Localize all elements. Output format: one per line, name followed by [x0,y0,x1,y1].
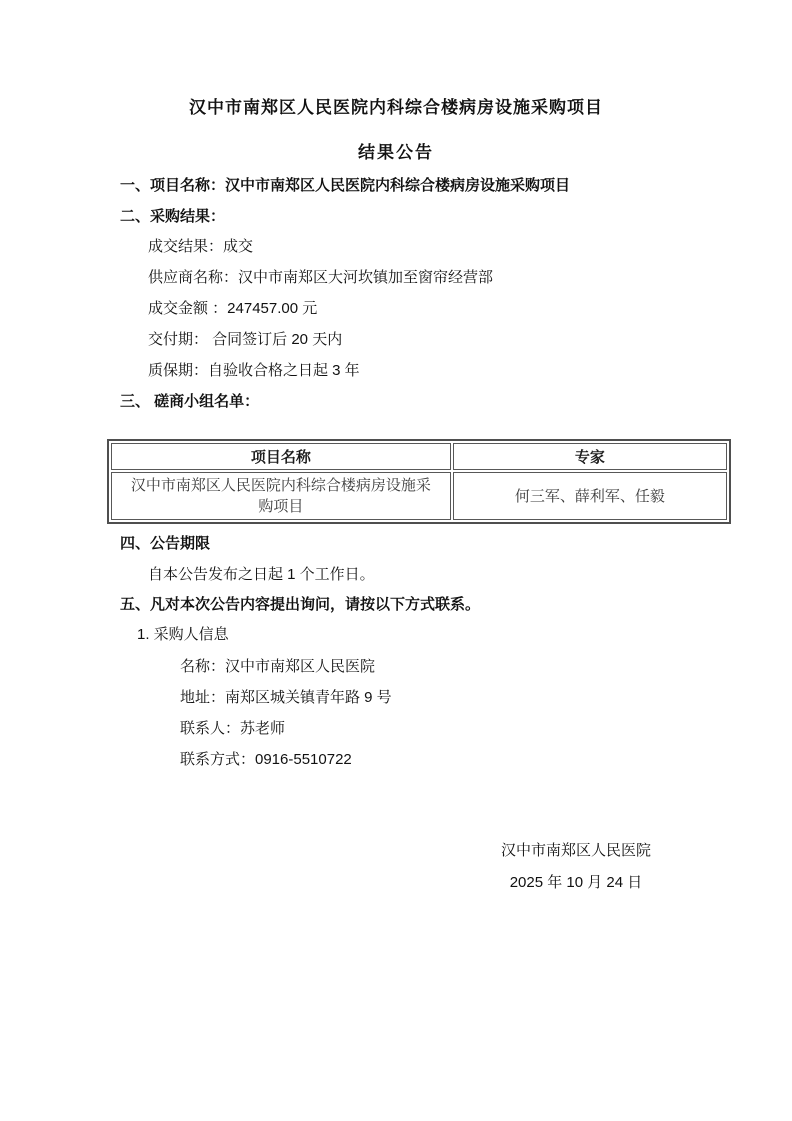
table-row [111,472,727,520]
table-header-row [111,443,727,470]
signature-organization: 汉中市南郑区人民医院 [500,842,651,859]
table-header-project-name: 项目名称 [111,443,451,470]
purchaser-name-line: 名称：汉中市南郑区人民医院 [180,658,376,675]
supplier-name-line: 供应商名称：汉中市南郑区大河坎镇加至窗帘经营部 [148,269,494,286]
deal-amount-line: 成交金额 ：247457.00 元 [148,300,318,317]
purchaser-address-line: 地址：南郑区城关镇青年路 9 号 [180,689,392,706]
table-cell-project-name: 汉中市南郑区人民医院内科综合楼病房设施采购项目 [111,472,451,520]
section-2-heading: 二、采购结果： [120,208,226,225]
announcement-period-line: 自本公告发布之日起 1 个工作日。 [148,566,375,583]
section-4-heading: 四、公告期限 [120,535,211,552]
delivery-period-line: 交付期： 合同签订后 20 天内 [148,331,343,348]
signature-date: 2025 年 10 月 24 日 [509,874,643,891]
section-3-heading: 三、 磋商小组名单： [120,393,260,410]
contact-person-line: 联系人：苏老师 [180,720,286,737]
contact-phone-line: 联系方式：0916-5510722 [180,751,352,768]
negotiation-group-table [107,439,731,524]
section-1-heading: 一、项目名称：汉中市南郑区人民医院内科综合楼病房设施采购项目 [120,177,571,194]
document-title: 汉中市南郑区人民医院内科综合楼病房设施采购项目 [189,98,603,117]
purchaser-info-item: 1. 采购人信息 [137,626,229,643]
document-subtitle: 结果公告 [358,143,434,162]
deal-result-line: 成交结果：成交 [148,238,254,255]
signature-block [486,841,666,893]
table-header-expert: 专家 [453,443,727,470]
warranty-period-line: 质保期：自验收合格之日起 3 年 [148,362,360,379]
table-cell-experts: 何三军、薛利军、任毅 [453,472,727,520]
section-5-heading: 五、凡对本次公告内容提出询问，请按以下方式联系。 [120,596,481,613]
